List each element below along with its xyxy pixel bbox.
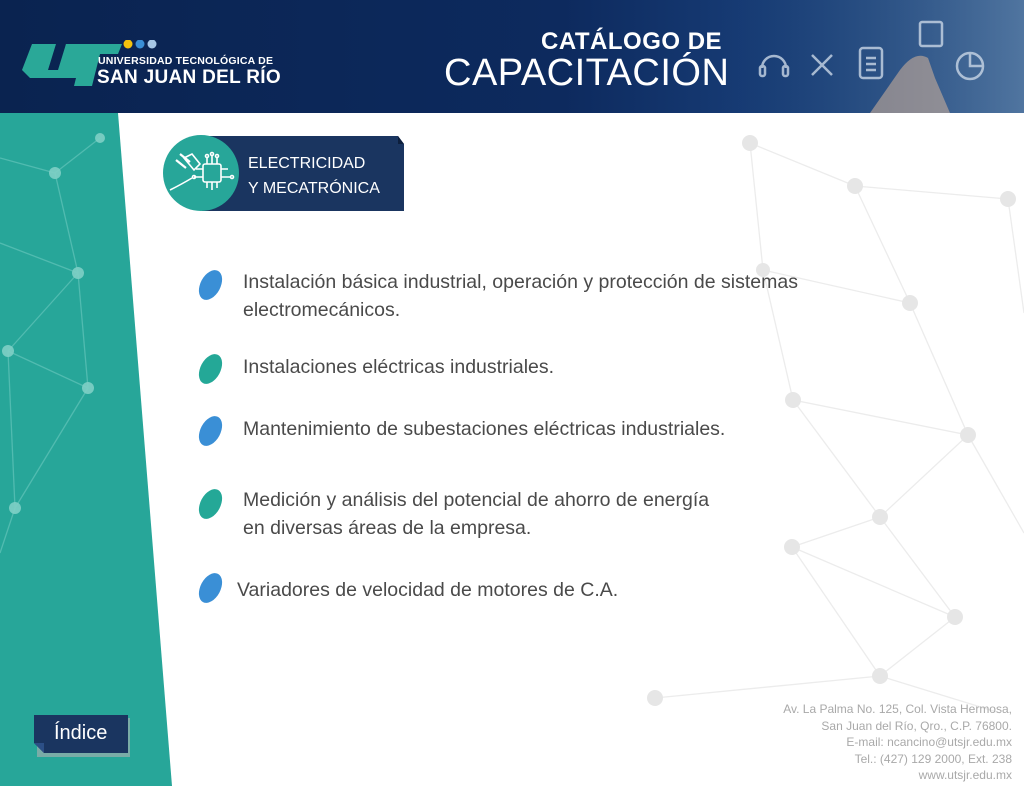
bullet-icon xyxy=(198,487,223,521)
course-item-5-line1: Variadores de velocidad de motores de C.A. xyxy=(237,579,619,601)
course-item-1 xyxy=(243,268,798,324)
logo-university-line: UNIVERSIDAD TECNOLÓGICA DE xyxy=(98,55,274,67)
category-title-line2: Y MECATRÓNICA xyxy=(248,180,380,197)
category-badge xyxy=(162,134,412,214)
bullet-icon xyxy=(198,352,223,386)
index-button-label[interactable]: Índice xyxy=(54,722,108,744)
category-title-line1: ELECTRICIDAD xyxy=(248,155,366,172)
course-item-1-line2: electromecánicos. xyxy=(243,299,401,321)
contact-website: www.utsjr.edu.mx xyxy=(918,768,1012,782)
course-item-2-line1: Instalaciones eléctricas industriales. xyxy=(243,356,555,378)
course-item-4-line2: en diversas áreas de la empresa. xyxy=(243,517,532,539)
contact-email: E-mail: ncancino@utsjr.edu.mx xyxy=(846,735,1012,749)
header-banner xyxy=(0,0,1024,113)
course-item-4 xyxy=(243,486,709,542)
course-item-5 xyxy=(237,576,618,604)
logo-campus-line: SAN JUAN DEL RÍO xyxy=(97,67,281,88)
course-item-4-line1: Medición y análisis del potencial de ahorro de energía xyxy=(243,489,710,511)
course-item-3 xyxy=(243,415,725,443)
contact-city: San Juan del Río, Qro., C.P. 76800. xyxy=(821,718,1012,733)
bullet-icon xyxy=(198,268,223,302)
bullet-icon xyxy=(198,571,223,605)
bullet-icon xyxy=(198,414,223,448)
contact-address: Av. La Palma No. 125, Col. Vista Hermosa, xyxy=(783,702,1012,716)
catalog-title-line1: CATÁLOGO DE xyxy=(541,28,723,55)
contact-phone: Tel.: (427) 129 2000, Ext. 238 xyxy=(854,751,1012,766)
contact-info xyxy=(783,701,1012,784)
course-item-2 xyxy=(243,353,554,381)
course-item-3-line1: Mantenimiento de subestaciones eléctricas industriales. xyxy=(243,418,726,440)
course-item-1-line1: Instalación básica industrial, operación y protección de sistemas xyxy=(243,271,798,293)
catalog-title-line2: CAPACITACIÓN xyxy=(444,52,730,94)
teal-side-band xyxy=(0,113,180,786)
